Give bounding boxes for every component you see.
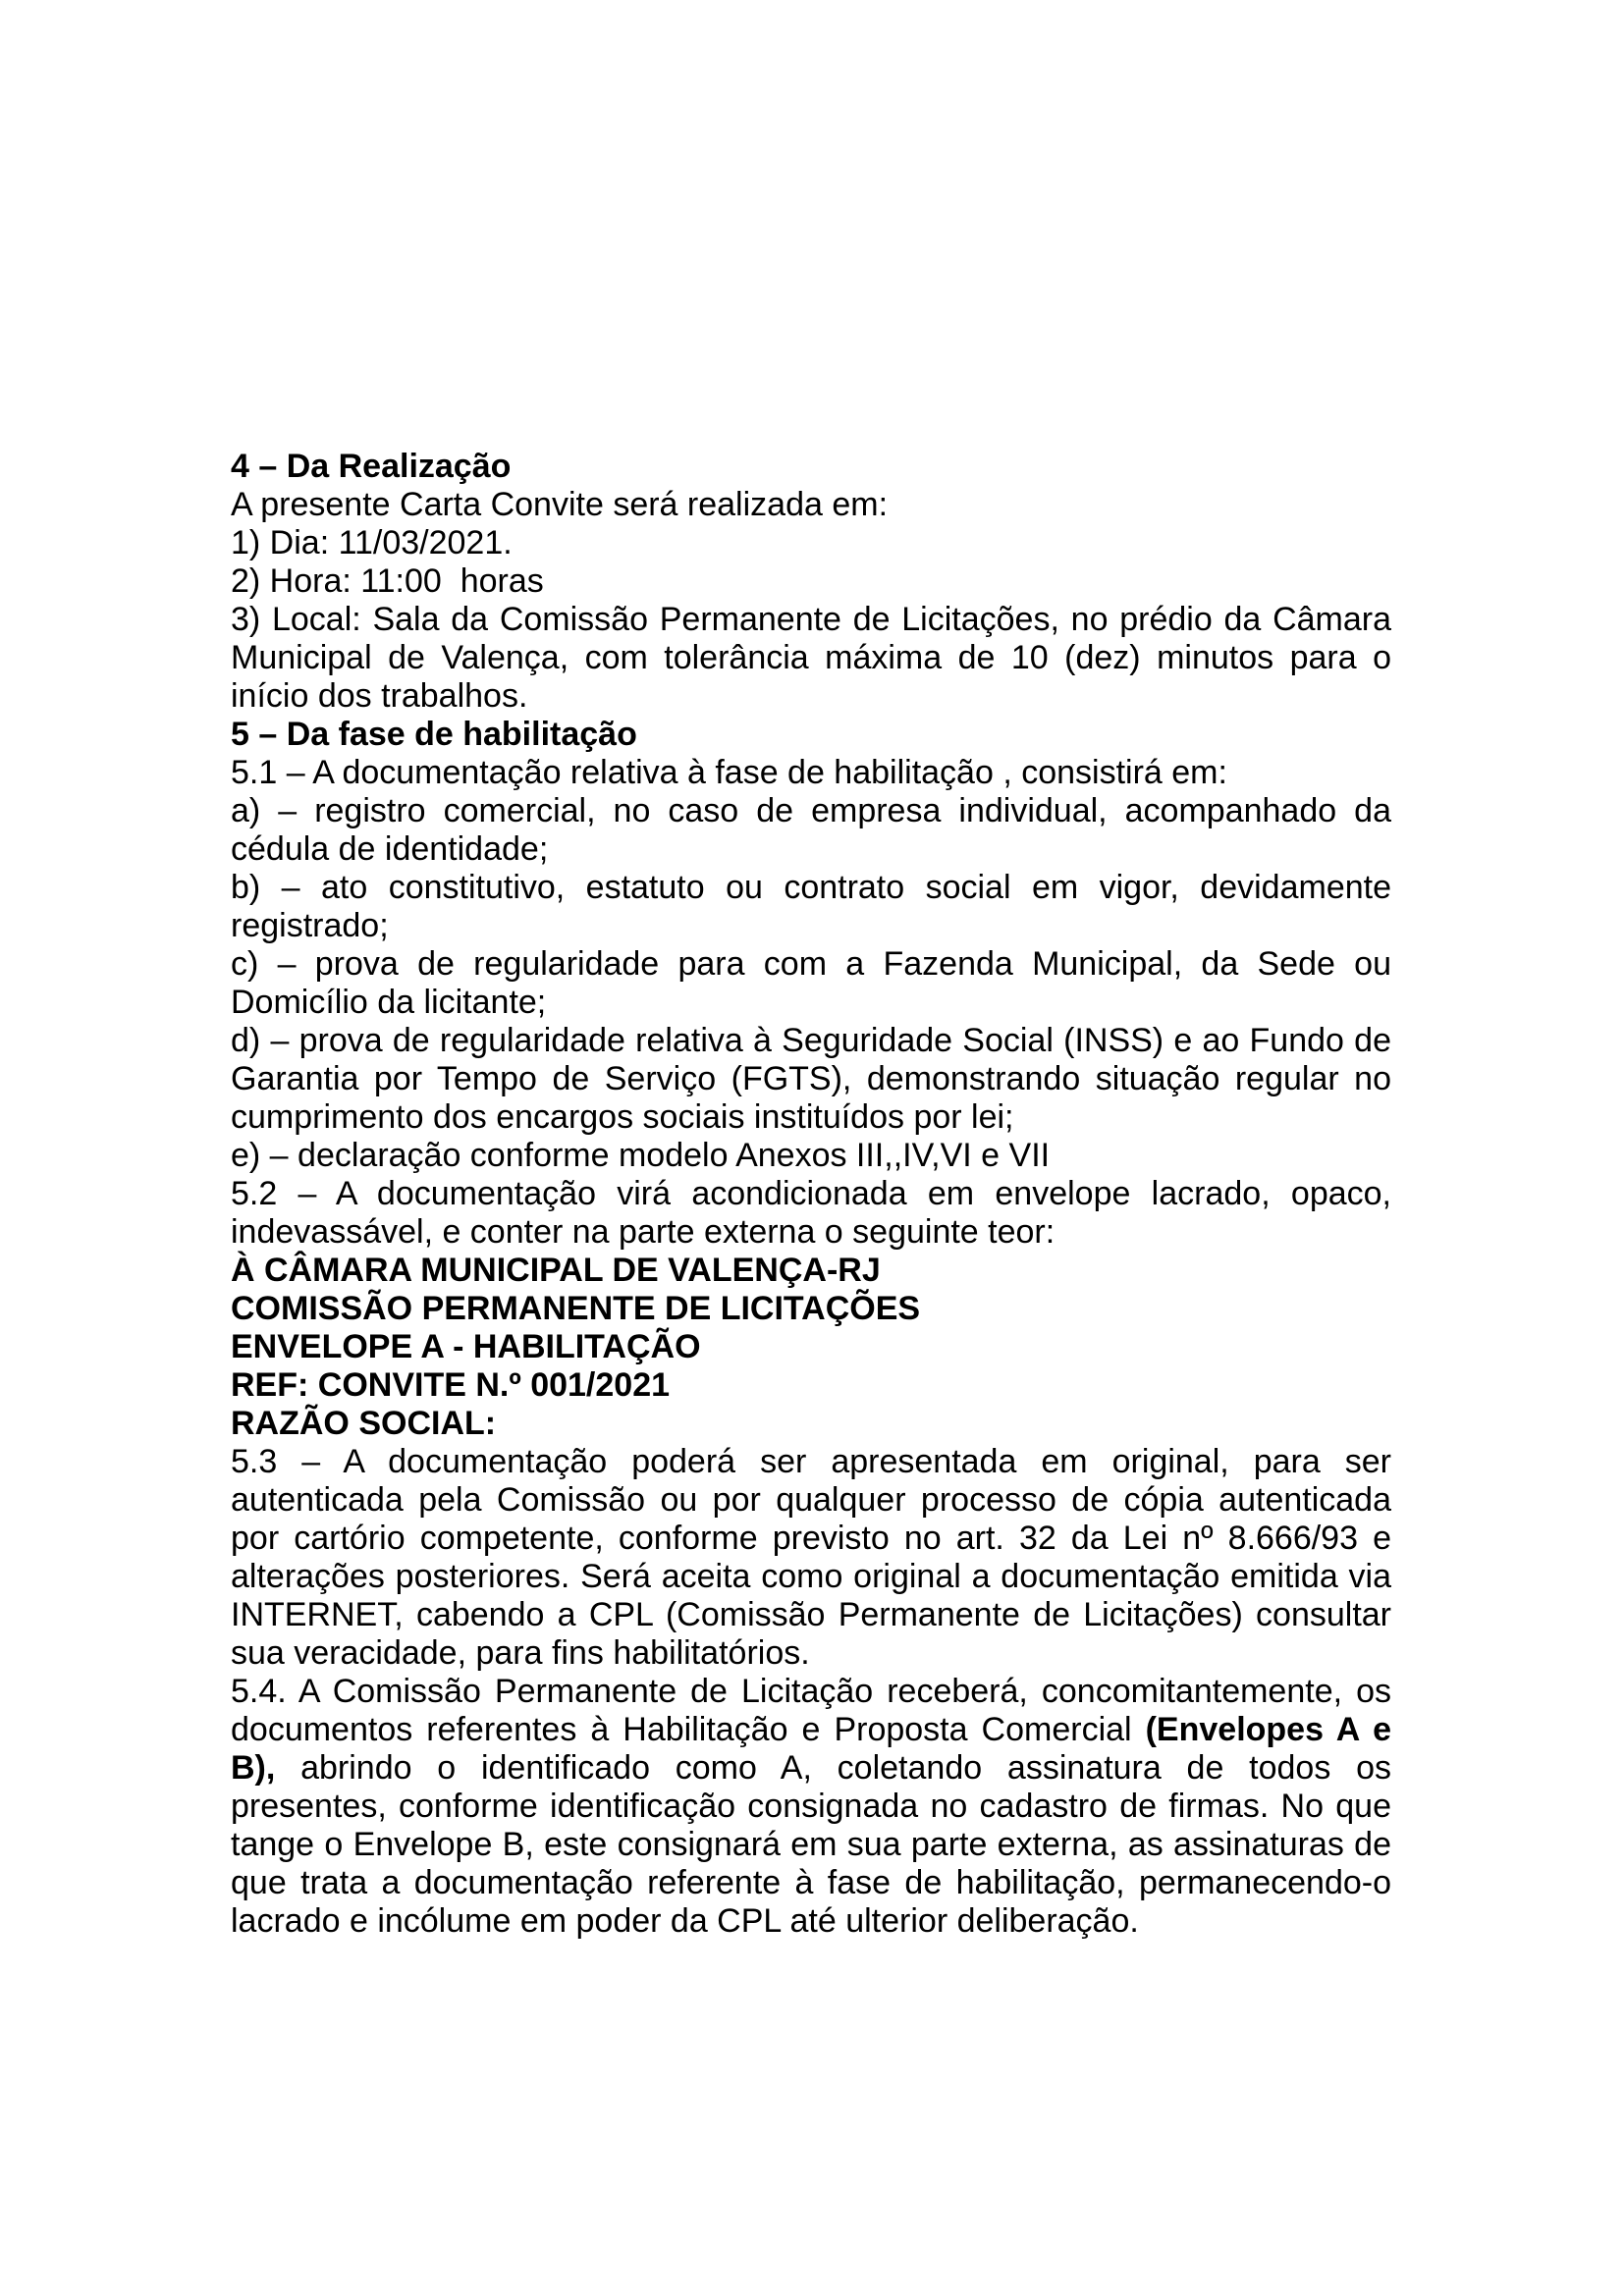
section4-item-dia: 1) Dia: 11/03/2021. bbox=[231, 524, 513, 561]
paragraph-5-3: 5.3 – A documentação poderá ser apresentada em original, para ser autenticada pela Comissão ou por qualquer processo de cópia autenticada por cartório competente, conforme previsto no art. 32 da Lei nº 8.666/93 e alterações posteriores. Será aceita como original a documentação emitida via INTERNET, cabendo a CPL (Comissão Permanente de Licitações) consultar sua veracidade, para fins habilitatórios. bbox=[231, 1443, 1391, 1672]
envelope-label-line3: ENVELOPE A - HABILITAÇÃO bbox=[231, 1328, 701, 1365]
list-item-e: e) – declaração conforme modelo Anexos III,,IV,VI e VII bbox=[231, 1137, 1051, 1174]
paragraph-5-4 bbox=[231, 1673, 1391, 1941]
envelope-label-line5: RAZÃO SOCIAL: bbox=[231, 1405, 497, 1442]
list-item-a: a) – registro comercial, no caso de empresa individual, acompanhado da cédula de identidade; bbox=[231, 792, 1391, 868]
section5-heading: 5 – Da fase de habilitação bbox=[231, 716, 637, 753]
envelope-label-line4: REF: CONVITE N.º 001/2021 bbox=[231, 1366, 671, 1404]
section4-intro: A presente Carta Convite será realizada em: bbox=[231, 486, 889, 523]
paragraph-5-4-text-end: abrindo o identificado como A, coletando assinatura de todos os presentes, conforme identificação consignada no cadastro de firmas. No que tange o Envelope B, este consignará em sua parte externa, as assinaturas de que trata a documentação referente à fase de habilitação, permanecendo-o lacrado e incólume em poder da CPL até ulterior deliberação. bbox=[231, 1749, 1391, 1940]
envelope-label-line2: COMISSÃO PERMANENTE DE LICITAÇÕES bbox=[231, 1290, 921, 1327]
section4-heading: 4 – Da Realização bbox=[231, 448, 512, 485]
envelope-label-line1: À CÂMARA MUNICIPAL DE VALENÇA-RJ bbox=[231, 1252, 881, 1289]
paragraph-5-4-bold-envelopes: (Envelopes A e B), bbox=[231, 1711, 1391, 1787]
document-content bbox=[231, 448, 1391, 1941]
list-item-d: d) – prova de regularidade relativa à Seguridade Social (INSS) e ao Fundo de Garantia por Tempo de Serviço (FGTS), demonstrando situação regular no cumprimento dos encargos sociais instituídos por lei; bbox=[231, 1022, 1391, 1136]
list-item-b: b) – ato constitutivo, estatuto ou contrato social em vigor, devidamente registrado; bbox=[231, 869, 1391, 944]
paragraph-5-2: 5.2 – A documentação virá acondicionada em envelope lacrado, opaco, indevassável, e conter na parte externa o seguinte teor: bbox=[231, 1175, 1391, 1251]
list-item-c: c) – prova de regularidade para com a Fazenda Municipal, da Sede ou Domicílio da licitante; bbox=[231, 945, 1391, 1021]
section4-item-local: 3) Local: Sala da Comissão Permanente de Licitações, no prédio da Câmara Municipal de Valença, com tolerância máxima de 10 (dez) minutos para o início dos trabalhos. bbox=[231, 601, 1391, 715]
section4-item-hora: 2) Hora: 11:00 horas bbox=[231, 562, 544, 600]
paragraph-5-1: 5.1 – A documentação relativa à fase de habilitação , consistirá em: bbox=[231, 754, 1227, 791]
paragraph-5-4-text-start: 5.4. A Comissão Permanente de Licitação receberá, concomitantemente, os documentos referentes à Habilitação e Proposta Comercial bbox=[231, 1673, 1391, 1748]
